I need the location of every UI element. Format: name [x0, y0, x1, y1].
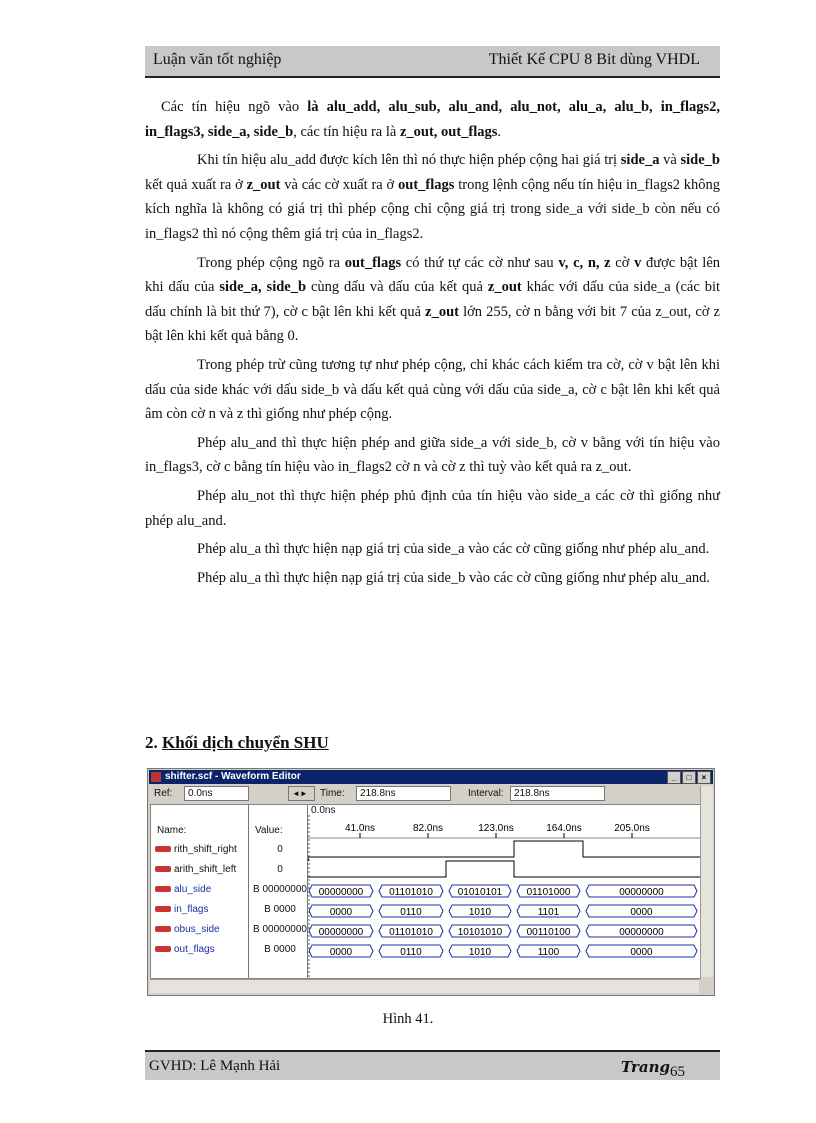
signal-alu-side[interactable]: alu_side [155, 883, 211, 897]
ref-step-arrows[interactable]: ◄► [288, 786, 315, 801]
vertical-scrollbar[interactable] [700, 786, 713, 977]
paragraph-6: Phép alu_not thì thực hiện phép phủ định của tín hiệu vào side_a các cờ thì giống như phép alu_and. [145, 487, 720, 529]
page-number: Trang 65 [620, 1058, 685, 1080]
bus-segment-label: 10101010 [457, 927, 503, 938]
paragraph-3: Trong phép cộng ngõ ra out_flags có thứ tự các cờ như sau v, c, n, z cờ v được bật lên khi dấu của side_a, side_b cùng dấu và dấu của kết quả z_out khác với dấu của side_a (các bit dấu chính là bit thứ 7), cờ c bật lên khi kết quả z_out lớn 255, cờ n bằng với bit 7 của z_out, cờ z bật lên khi kết quả bằng 0. [145, 254, 721, 345]
signal-out-flags[interactable]: out_flags [155, 943, 215, 957]
name-value-divider[interactable] [248, 805, 249, 978]
figure-caption: Hình 41. [382, 1011, 434, 1027]
bus-waves [309, 885, 697, 958]
paragraph-5: Phép alu_and thì thực hiện phép and giữa side_a với side_b, cờ v bằng với tín hiệu vào in_flags3, cờ c bằng tín hiệu vào in_flags2 cờ n và cờ z thì tuỳ vào kết quả ra z_out. [145, 434, 720, 476]
paragraph-1: Các tín hiệu ngõ vào là alu_add, alu_sub, alu_and, alu_not, alu_a, alu_b, in_flags2, in_flags3, side_a, side_b, các tín hiệu ra là z_out, out_flags. [145, 99, 720, 140]
shift-waves [308, 841, 700, 877]
bus-segment-label: 1101 [537, 907, 560, 918]
bus-segment-label: 1010 [468, 947, 492, 958]
input-pin-icon [155, 846, 171, 852]
interval-field[interactable]: 218.8ns [510, 786, 605, 801]
wave-arith-shift-left [308, 857, 700, 877]
header-left: Luận văn tốt nghiệp [153, 51, 282, 68]
bus-pin-icon [155, 886, 171, 892]
close-button[interactable]: × [697, 771, 711, 784]
bus-segment-label: 1010 [468, 907, 492, 918]
tick-label: 123.0ns [478, 823, 514, 834]
tick-label: 164.0ns [546, 823, 582, 834]
input-pin-icon [155, 866, 171, 872]
bus-segment-label: 01101010 [389, 927, 433, 938]
page-footer [145, 1050, 720, 1080]
signal-value: B 0000 [264, 904, 296, 915]
tick-label: 205.0ns [614, 823, 650, 834]
bus-pin-icon [155, 946, 171, 952]
interval-label: Interval: [468, 788, 504, 799]
time-field[interactable]: 218.8ns [356, 786, 451, 801]
bus-segment-label: 0000 [329, 907, 353, 918]
bus-segment-label: 0000 [630, 907, 653, 918]
waveform-plot[interactable] [308, 805, 700, 978]
bus-segment-label: 01010101 [457, 887, 503, 898]
waveform-panel[interactable] [150, 804, 701, 979]
bus-segment-label: 00000000 [318, 927, 364, 938]
body-text [145, 95, 720, 594]
paragraph-8: Phép alu_a thì thực hiện nạp giá trị của side_b vào các cờ cũng giống như phép alu_and. [197, 569, 711, 586]
tick-label: 41.0ns [344, 823, 376, 834]
value-header: Value: [255, 825, 283, 836]
horizontal-scrollbar[interactable] [150, 979, 699, 993]
signal-value: B 00000000 [253, 924, 307, 935]
signal-value: B 0000 [264, 944, 296, 955]
signal-value: 0 [277, 864, 283, 875]
signal-value: 0 [277, 844, 283, 855]
bus-pin-icon [155, 906, 171, 912]
bus-segment-label: 0110 [400, 907, 422, 918]
window-titlebar[interactable] [149, 770, 713, 784]
name-header: Name: [157, 825, 187, 836]
header-right: Thiết Kế CPU 8 Bit dùng VHDL [488, 51, 700, 68]
signal-obus-side[interactable]: obus_side [155, 923, 220, 937]
footer-advisor: GVHD: Lê Mạnh Hải [149, 1058, 281, 1074]
bus-segment-label: 00110100 [526, 927, 571, 938]
signal-value: B 00000000 [253, 884, 307, 895]
page-header [145, 46, 720, 78]
minimize-button[interactable]: _ [667, 771, 681, 784]
bus-pin-icon [155, 926, 171, 932]
bus-segment-label: 0000 [329, 947, 353, 958]
time-ticks [345, 823, 650, 838]
ref-label: Ref: [154, 788, 173, 799]
paragraph-2: Khi tín hiệu alu_add được kích lên thì nó thực hiện phép cộng hai giá trị side_a và side_b kết quả xuất ra ở z_out và các cờ xuất ra ở out_flags trong lệnh cộng nếu tín hiệu in_flags2 không kích nghĩa là không có giá trị thì phép cộng chỉ cộng giá trị trong side_a với side_b còn nếu có in_flags2 thì nó cộng thêm giá trị của in_flags2. [145, 152, 721, 242]
window-title: shifter.scf - Waveform Editor [165, 771, 301, 782]
time-label: Time: [320, 788, 345, 799]
cursor-time-label: 0.0ns [311, 805, 336, 816]
paragraph-7: Phép alu_a thì thực hiện nạp giá trị của side_a vào các cờ cũng giống như phép alu_and. [197, 541, 710, 558]
bus-segment-label: 01101010 [389, 887, 433, 898]
section-heading: 2. Khối dịch chuyển SHU [145, 733, 329, 752]
bus-segment-label: 0110 [400, 947, 422, 958]
paragraph-4: Trong phép trừ cũng tương tự như phép cộng, chỉ khác cách kiểm tra cờ, cờ v bật lên khi dấu của side khác với dấu side_b và dấu kết quả cùng với dấu của side_a, cờ c bật lên khi kết quả âm còn cờ n và z thì giống như phép cộng. [145, 356, 720, 423]
section-title: Khối dịch chuyển SHU [162, 733, 329, 752]
ref-field[interactable]: 0.0ns [184, 786, 249, 801]
maximize-button[interactable]: □ [682, 771, 696, 784]
bus-segment-label: 00000000 [619, 887, 664, 898]
wave-rith-shift-right [308, 841, 700, 857]
bus-segment-label: 0000 [630, 947, 653, 958]
tick-label: 82.0ns [412, 823, 444, 834]
signal-in-flags[interactable]: in_flags [155, 903, 208, 917]
signal-arith-shift-left[interactable]: arith_shift_left [155, 863, 236, 877]
app-icon [151, 772, 161, 782]
bus-segment-label: 01101000 [526, 887, 571, 898]
bus-segment-label: 00000000 [619, 927, 664, 938]
bus-segment-label: 00000000 [318, 887, 364, 898]
signal-rith-shift-right[interactable]: rith_shift_right [155, 843, 237, 857]
waveform-editor-window [147, 768, 715, 996]
bus-segment-label: 1100 [537, 947, 560, 958]
